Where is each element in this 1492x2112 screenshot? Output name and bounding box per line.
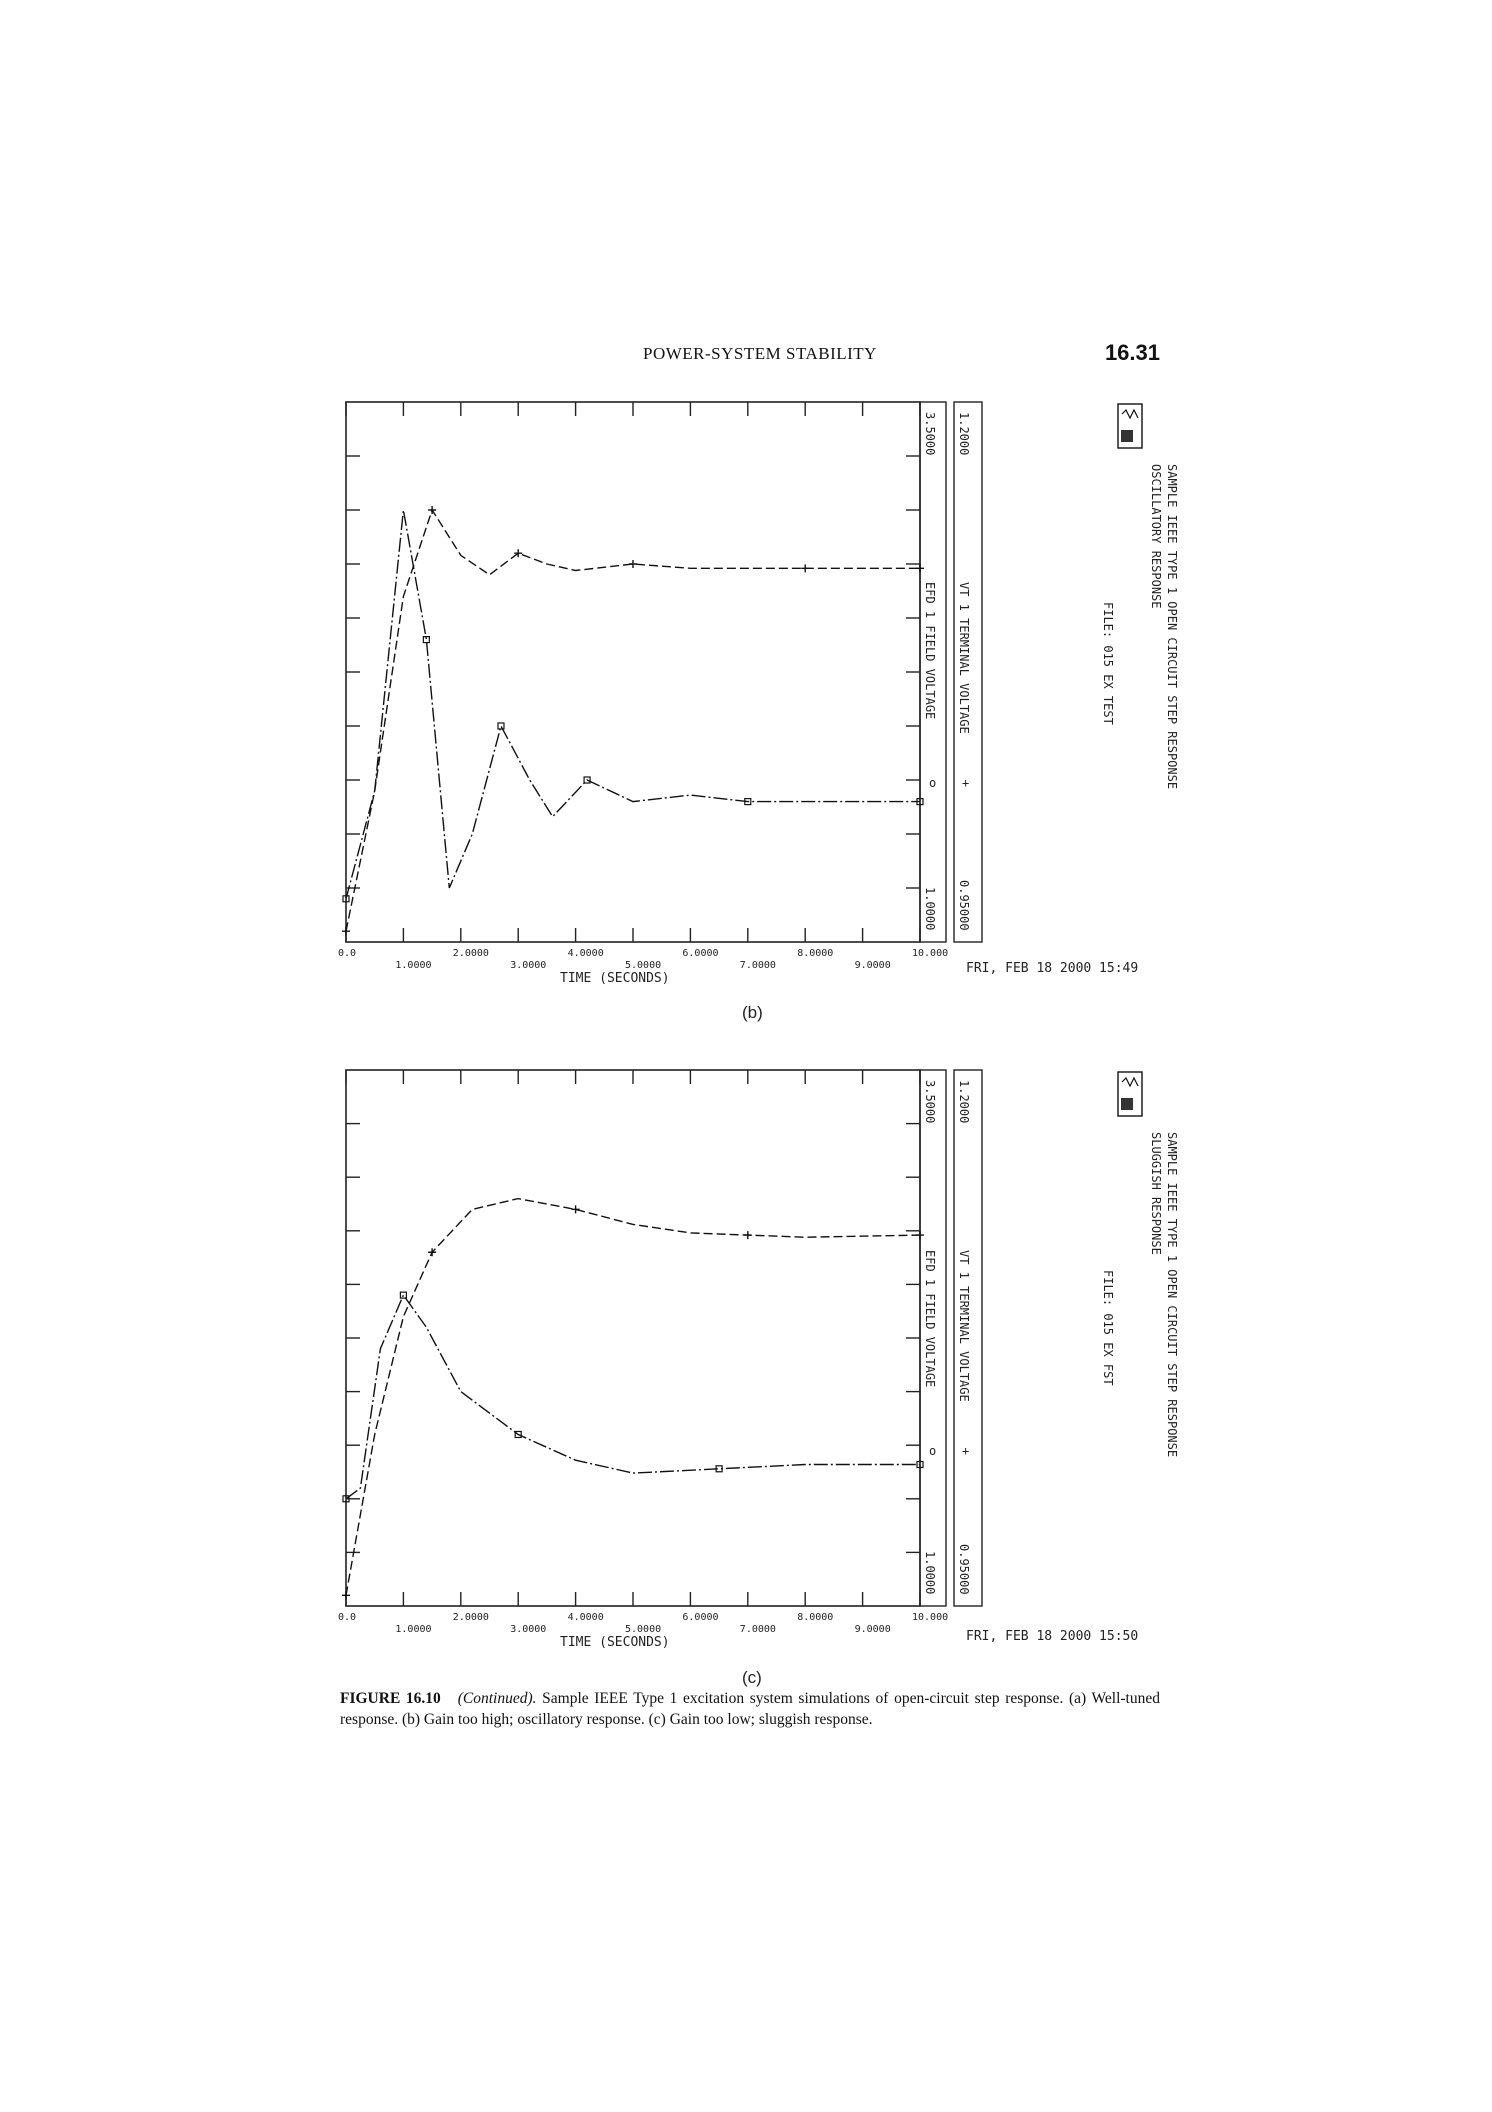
plot-title: SAMPLE IEEE TYPE 1 OPEN CIRCUIT STEP RESPONSE (1165, 1132, 1179, 1458)
field-voltage-axis-max: 3.5000 (923, 412, 937, 456)
terminal-voltage-point (744, 1231, 752, 1239)
x-axis-label: TIME (SECONDS) (560, 1635, 670, 1650)
x-tick-label: 5.0000 (625, 960, 662, 971)
terminal-voltage-point (572, 1205, 580, 1213)
plot-title: SAMPLE IEEE TYPE 1 OPEN CIRCUIT STEP RESPONSE (1165, 464, 1179, 790)
timestamp: FRI, FEB 18 2000 15:50 (966, 1629, 1139, 1644)
terminal-voltage-point (342, 1591, 350, 1599)
logo-glyph-icon (1121, 430, 1133, 442)
file-label: FILE: 015 EX TEST (1101, 602, 1115, 725)
caption-text: Sample IEEE Type 1 excitation system simulations of open-circuit step response. (a) Well-tuned response. (b) Gain too high; oscillatory response. (c) Gain too low; sluggish response. (340, 1690, 1160, 1728)
x-tick-label: 3.0000 (510, 1624, 547, 1635)
field-voltage-axis-label: EFD 1 FIELD VOLTAGE (923, 582, 937, 720)
terminal-voltage-marker: + (962, 1444, 970, 1458)
x-tick-label: 9.0000 (854, 1624, 891, 1635)
page-number: 16.31 (1104, 340, 1160, 365)
running-title: POWER-SYSTEM STABILITY (643, 344, 877, 363)
caption-continued: (Continued). (457, 1690, 537, 1707)
caption-label: FIGURE 16.10 (340, 1690, 441, 1707)
x-tick-label: 10.000 (912, 1612, 949, 1623)
panel-label: (b) (742, 1003, 763, 1022)
x-tick-label: 5.0000 (625, 1624, 662, 1635)
x-tick-label: 0.0 (338, 948, 357, 959)
x-tick-label: 0.0 (338, 1612, 357, 1623)
terminal-voltage-point (629, 560, 637, 568)
x-tick-label: 1.0000 (395, 1624, 432, 1635)
terminal-voltage-point (801, 564, 809, 572)
panel-label: (c) (742, 1668, 762, 1687)
field-voltage-point (498, 723, 504, 729)
x-tick-label: 4.0000 (567, 1612, 604, 1623)
terminal-voltage-axis-max: 1.2000 (957, 1080, 971, 1124)
logo-wave-icon (1122, 1078, 1138, 1086)
field-voltage-axis-min: 1.0000 (923, 1551, 937, 1595)
field-voltage-axis-label: EFD 1 FIELD VOLTAGE (923, 1250, 937, 1388)
terminal-voltage-marker: + (962, 776, 970, 790)
logo-wave-icon (1122, 410, 1138, 418)
x-tick-label: 1.0000 (395, 960, 432, 971)
x-axis-label: TIME (SECONDS) (560, 971, 670, 986)
field-voltage-axis-max: 3.5000 (923, 1080, 937, 1124)
x-tick-label: 2.0000 (452, 1612, 489, 1623)
x-tick-label: 2.0000 (452, 948, 489, 959)
terminal-voltage-line (346, 1199, 920, 1596)
x-tick-label: 7.0000 (739, 1624, 776, 1635)
field-voltage-axis-min: 1.0000 (923, 887, 937, 931)
x-tick-label: 10.000 (912, 948, 949, 959)
terminal-voltage-point (342, 927, 350, 935)
terminal-voltage-axis-min: 0.95000 (957, 1544, 971, 1595)
terminal-voltage-point (916, 1231, 924, 1239)
terminal-voltage-axis-label: VT 1 TERMINAL VOLTAGE (957, 1250, 971, 1402)
terminal-voltage-axis-min: 0.95000 (957, 880, 971, 931)
terminal-voltage-axis-max: 1.2000 (957, 412, 971, 456)
file-label: FILE: 015 EX FST (1101, 1270, 1115, 1386)
x-tick-label: 3.0000 (510, 960, 547, 971)
terminal-voltage-point (916, 564, 924, 572)
x-tick-label: 4.0000 (567, 948, 604, 959)
logo-glyph-icon (1121, 1098, 1133, 1110)
x-tick-label: 9.0000 (854, 960, 891, 971)
figure-caption (340, 1688, 1160, 1730)
terminal-voltage-point (428, 506, 436, 514)
terminal-voltage-axis-label: VT 1 TERMINAL VOLTAGE (957, 582, 971, 734)
x-tick-label: 8.0000 (797, 1612, 834, 1623)
x-tick-label: 6.0000 (682, 1612, 719, 1623)
terminal-voltage-line (346, 510, 920, 931)
x-tick-label: 8.0000 (797, 948, 834, 959)
x-tick-label: 6.0000 (682, 948, 719, 959)
field-voltage-line (346, 1295, 920, 1499)
plot-subtitle: OSCILLATORY RESPONSE (1149, 464, 1163, 609)
x-tick-label: 7.0000 (739, 960, 776, 971)
plot-frame (346, 402, 920, 942)
plot-subtitle: SLUGGISH RESPONSE (1149, 1132, 1163, 1255)
chart-panel-c (338, 1070, 1179, 1687)
field-voltage-marker: o (929, 1444, 937, 1458)
field-voltage-marker: o (929, 776, 937, 790)
chart-panel-b (338, 402, 1179, 1022)
timestamp: FRI, FEB 18 2000 15:49 (966, 961, 1139, 976)
